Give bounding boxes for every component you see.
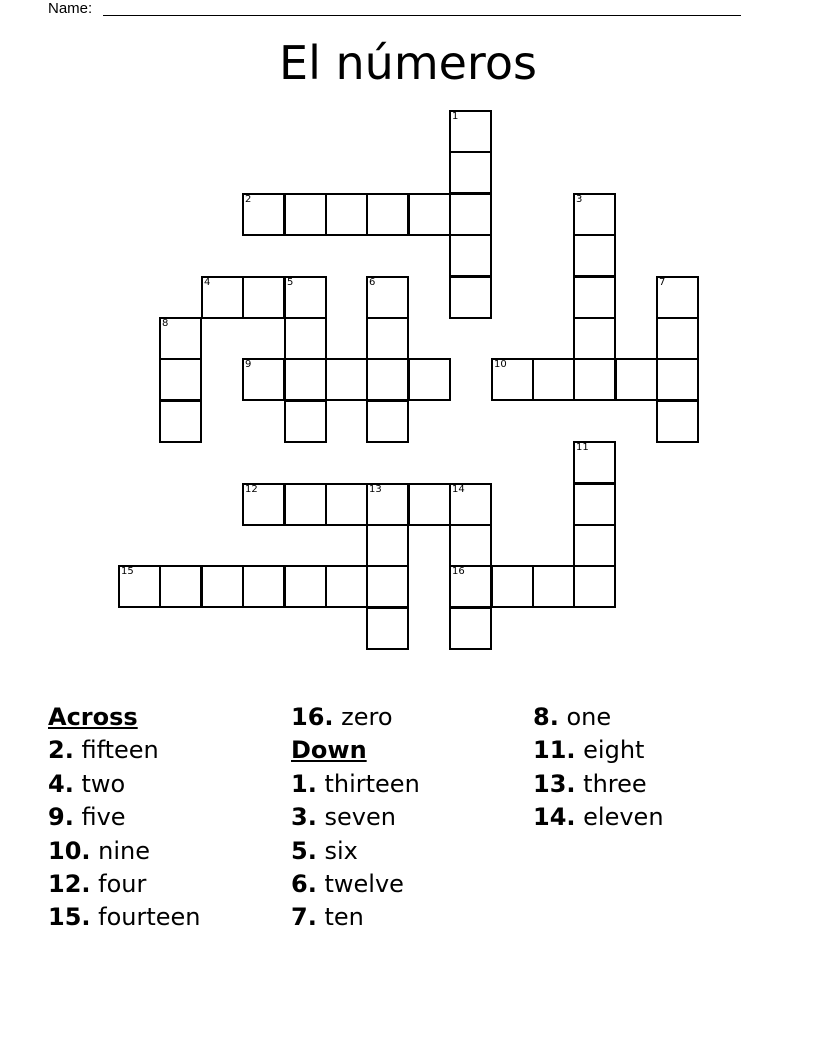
clue-text: four (98, 870, 147, 899)
clue-down-5 (291, 835, 420, 868)
grid-cell[interactable] (366, 400, 409, 443)
cell-number: 5 (287, 277, 294, 288)
grid-cell[interactable] (449, 276, 492, 319)
clue-number: 15. (48, 903, 91, 932)
grid-cell[interactable] (159, 358, 202, 401)
clue-text: two (81, 769, 126, 798)
clue-text: eight (583, 736, 645, 765)
grid-cell[interactable] (325, 193, 368, 236)
clue-down-13 (533, 768, 664, 801)
grid-cell[interactable] (284, 276, 327, 319)
clue-text: six (324, 836, 358, 865)
grid-cell[interactable] (366, 317, 409, 360)
grid-cell[interactable] (656, 400, 699, 443)
cell-number: 15 (121, 566, 134, 577)
grid-cell[interactable] (242, 565, 285, 608)
grid-cell[interactable] (242, 483, 285, 526)
clue-text: seven (324, 803, 396, 832)
cell-number: 7 (659, 277, 666, 288)
clue-number: 10. (48, 836, 91, 865)
grid-cell[interactable] (366, 193, 409, 236)
clue-number: 12. (48, 870, 91, 899)
clue-across-4 (48, 768, 201, 801)
clue-down-6 (291, 868, 420, 901)
clue-text: zero (341, 703, 393, 731)
grid-cell[interactable] (242, 276, 285, 319)
grid-cell[interactable] (449, 524, 492, 567)
grid-cell[interactable] (366, 358, 409, 401)
grid-cell[interactable] (573, 524, 616, 567)
clue-number: 1. (291, 769, 317, 798)
clue-across-10 (48, 835, 201, 868)
cell-number: 14 (452, 484, 465, 495)
grid-cell[interactable] (573, 565, 616, 608)
grid-cell[interactable] (366, 483, 409, 526)
grid-cell[interactable] (201, 565, 244, 608)
clue-number: 4. (48, 769, 74, 798)
grid-cell[interactable] (449, 151, 492, 194)
grid-cell[interactable] (284, 193, 327, 236)
grid-cell[interactable] (573, 317, 616, 360)
grid-cell[interactable] (573, 441, 616, 484)
grid-cell[interactable] (491, 565, 534, 608)
clue-across-16 (291, 701, 420, 734)
grid-cell[interactable] (325, 565, 368, 608)
clue-number: 5. (291, 836, 317, 865)
clue-across-15 (48, 901, 201, 934)
clue-text: eleven (583, 803, 664, 832)
grid-cell[interactable] (366, 524, 409, 567)
grid-cell[interactable] (656, 317, 699, 360)
grid-cell[interactable] (242, 193, 285, 236)
clue-text: three (583, 769, 647, 798)
grid-cell[interactable] (159, 317, 202, 360)
grid-cell[interactable] (656, 276, 699, 319)
grid-cell[interactable] (532, 565, 575, 608)
cell-number: 12 (245, 484, 258, 495)
clue-column-3 (533, 701, 664, 835)
cell-number: 1 (452, 111, 459, 122)
clue-down-8 (533, 701, 664, 734)
clue-column-1 (48, 701, 201, 935)
grid-cell[interactable] (449, 565, 492, 608)
grid-cell[interactable] (325, 358, 368, 401)
grid-cell[interactable] (532, 358, 575, 401)
grid-cell[interactable] (656, 358, 699, 401)
grid-cell[interactable] (284, 400, 327, 443)
clue-across-9 (48, 801, 201, 834)
grid-cell[interactable] (573, 483, 616, 526)
clue-number: 14. (533, 803, 576, 832)
grid-cell[interactable] (242, 358, 285, 401)
puzzle-title: El números (279, 36, 537, 90)
clue-text: ten (324, 903, 364, 932)
clue-number: 8. (533, 703, 559, 731)
grid-cell[interactable] (491, 358, 534, 401)
cell-number: 10 (494, 359, 507, 370)
clue-text: nine (98, 836, 151, 865)
clue-number: 13. (533, 769, 576, 798)
across-heading: Across (48, 703, 138, 731)
clue-number: 7. (291, 903, 317, 932)
grid-cell[interactable] (284, 565, 327, 608)
clue-down-14 (533, 801, 664, 834)
grid-cell[interactable] (159, 565, 202, 608)
name-label: Name: (48, 0, 93, 17)
grid-cell[interactable] (201, 276, 244, 319)
clue-down-11 (533, 734, 664, 767)
cell-number: 11 (576, 442, 589, 453)
grid-cell[interactable] (615, 358, 658, 401)
cell-number: 8 (162, 318, 169, 329)
grid-cell[interactable] (573, 193, 616, 236)
clue-text: thirteen (324, 769, 420, 798)
clue-across-2 (48, 734, 201, 767)
clue-down-7 (291, 901, 420, 934)
clue-text: five (81, 803, 126, 832)
clue-across-12 (48, 868, 201, 901)
clue-number: 9. (48, 803, 74, 832)
grid-cell[interactable] (118, 565, 161, 608)
clue-down-3 (291, 801, 420, 834)
grid-cell[interactable] (366, 607, 409, 650)
grid-cell[interactable] (449, 193, 492, 236)
clue-text: fifteen (81, 736, 159, 765)
grid-cell[interactable] (408, 358, 451, 401)
clue-text: fourteen (98, 903, 201, 932)
grid-cell[interactable] (449, 607, 492, 650)
grid-cell[interactable] (573, 358, 616, 401)
grid-cell[interactable] (284, 483, 327, 526)
grid-cell[interactable] (573, 276, 616, 319)
cell-number: 16 (452, 566, 465, 577)
cell-number: 6 (369, 277, 376, 288)
grid-cell[interactable] (408, 483, 451, 526)
clue-text: twelve (324, 870, 404, 899)
grid-cell[interactable] (284, 317, 327, 360)
down-heading: Down (291, 736, 367, 765)
grid-cell[interactable] (366, 276, 409, 319)
clue-number: 11. (533, 736, 576, 765)
cell-number: 3 (576, 194, 583, 205)
cell-number: 13 (369, 484, 382, 495)
grid-cell[interactable] (449, 483, 492, 526)
cell-number: 9 (245, 359, 252, 370)
grid-cell[interactable] (284, 358, 327, 401)
clue-column-2 (291, 701, 420, 935)
grid-cell[interactable] (573, 234, 616, 277)
clue-number: 6. (291, 870, 317, 899)
grid-cell[interactable] (159, 400, 202, 443)
clue-down-1 (291, 768, 420, 801)
grid-cell[interactable] (408, 193, 451, 236)
grid-cell[interactable] (449, 234, 492, 277)
grid-cell[interactable] (325, 483, 368, 526)
clue-text: one (566, 703, 612, 731)
clue-number: 3. (291, 803, 317, 832)
cell-number: 2 (245, 194, 252, 205)
grid-cell[interactable] (449, 110, 492, 153)
grid-cell[interactable] (366, 565, 409, 608)
clue-number: 2. (48, 736, 74, 765)
clue-number: 16. (291, 703, 334, 731)
cell-number: 4 (204, 277, 211, 288)
